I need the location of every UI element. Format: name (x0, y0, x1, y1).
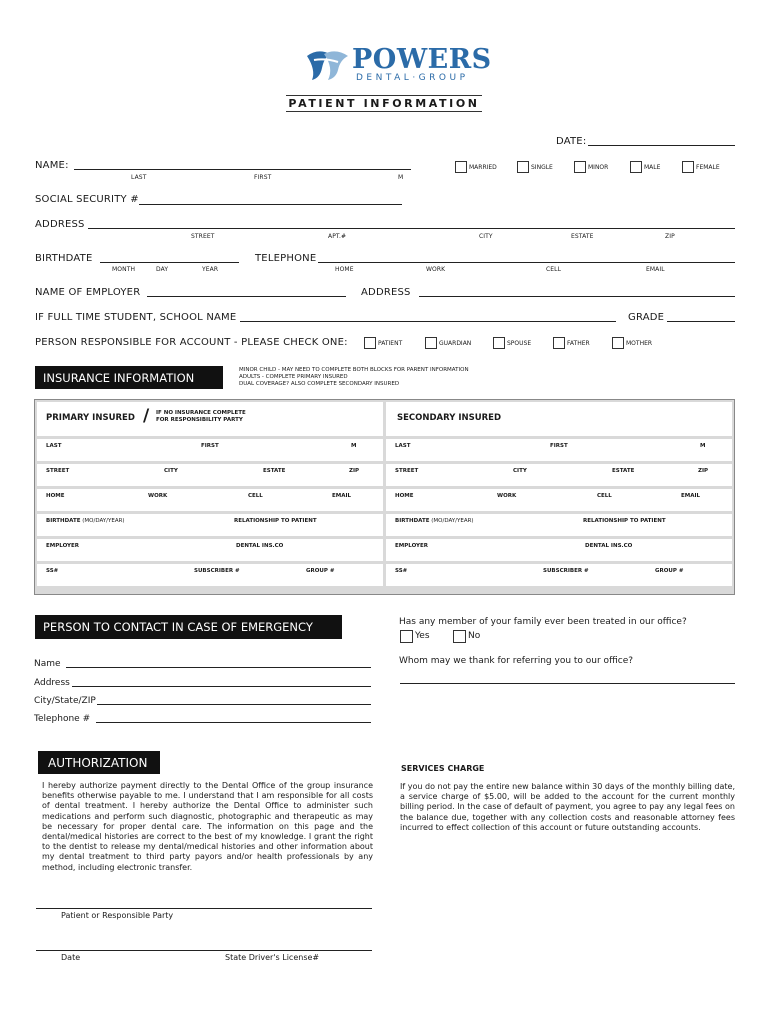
responsible-patient-checkbox[interactable] (364, 337, 376, 349)
primary-estate-label: ESTATE (263, 468, 286, 474)
primary-insured-title: PRIMARY INSURED (46, 413, 135, 423)
secondary-first-label: FIRST (550, 443, 568, 449)
date-field[interactable] (588, 145, 735, 146)
primary-m-label: M (351, 443, 357, 449)
telephone-field[interactable] (318, 262, 735, 263)
employer-address-label: ADDRESS (361, 287, 411, 298)
secondary-zip-label: ZIP (698, 468, 709, 474)
secondary-employer-row[interactable] (386, 539, 732, 561)
secondary-address-row[interactable] (386, 464, 732, 486)
secondary-dental-ins-label: DENTAL INS.CO (585, 543, 633, 549)
secondary-email-label: EMAIL (681, 493, 701, 499)
address-label: ADDRESS (35, 219, 85, 230)
family-no-checkbox[interactable] (453, 630, 466, 643)
services-header: SERVICES CHARGE (401, 764, 485, 773)
married-label: MARRIED (469, 164, 497, 171)
responsible-guardian-checkbox[interactable] (425, 337, 437, 349)
employer-address-field[interactable] (419, 296, 735, 297)
responsible-mother-label: MOTHER (626, 340, 653, 347)
secondary-ss-label: SS# (395, 568, 408, 574)
school-label: IF FULL TIME STUDENT, SCHOOL NAME (35, 312, 237, 323)
grade-label: GRADE (628, 312, 665, 323)
primary-subscriber-label: SUBSCRIBER # (194, 568, 240, 574)
school-field[interactable] (240, 321, 616, 322)
name-sub-first: FIRST (254, 174, 272, 181)
primary-city-label: CITY (164, 468, 178, 474)
responsible-mother-checkbox[interactable] (612, 337, 624, 349)
insurance-table (34, 399, 735, 595)
secondary-home-label: HOME (395, 493, 414, 499)
insurance-header: INSURANCE INFORMATION (35, 366, 223, 389)
name-sub-m: M (398, 174, 404, 181)
telephone-label: TELEPHONE (255, 253, 317, 264)
responsible-father-label: FATHER (567, 340, 590, 347)
name-label: NAME: (35, 160, 69, 171)
single-label: SINGLE (531, 164, 553, 171)
primary-dental-ins-label: DENTAL INS.CO (236, 543, 284, 549)
emergency-name-field[interactable] (66, 667, 371, 668)
secondary-m-label: M (700, 443, 706, 449)
secondary-birthdate-label: BIRTHDATE (MO/DAY/YEAR) (395, 518, 474, 524)
logo (304, 44, 492, 86)
emergency-city-field[interactable] (97, 704, 371, 705)
ssn-label: SOCIAL SECURITY # (35, 194, 139, 205)
name-field[interactable] (74, 169, 411, 170)
family-question: Has any member of your family ever been treated in our office? (399, 617, 687, 627)
services-text: If you do not pay the entire new balance within 30 days of the monthly billing date, a service charge of $5.00, will be added to the account for the current monthly billing period. In the case of default of payment, you agree to pay any legal fees on the balance due, together with any collection costs and reasonable attorney fees incurred to effect collection of this account or future outstanding accounts. (400, 782, 735, 832)
no-insurance-note-1: IF NO INSURANCE COMPLETE (156, 410, 246, 416)
primary-group-label: GROUP # (306, 568, 335, 574)
insurance-note-3: DUAL COVERAGE? ALSO COMPLETE SECONDARY INSURED (239, 381, 400, 387)
male-checkbox[interactable] (630, 161, 642, 173)
primary-birthdate-label: BIRTHDATE (MO/DAY/YEAR) (46, 518, 125, 524)
minor-label: MINOR (588, 164, 609, 171)
primary-street-label: STREET (46, 468, 70, 474)
secondary-relationship-label: RELATIONSHIP TO PATIENT (583, 518, 666, 524)
emergency-address-field[interactable] (72, 686, 371, 687)
grade-field[interactable] (667, 321, 735, 322)
primary-address-row[interactable] (37, 464, 383, 486)
signature-date-label: Date (61, 953, 81, 962)
no-insurance-note-2: FOR RESPONSIBILITY PARTY (156, 417, 243, 423)
brand-name: POWERS (352, 44, 492, 75)
birthdate-label: BIRTHDATE (35, 253, 93, 264)
responsible-father-checkbox[interactable] (553, 337, 565, 349)
female-checkbox[interactable] (682, 161, 694, 173)
birthdate-sub-year: YEAR (202, 266, 219, 273)
address-sub-zip: ZIP (665, 233, 675, 240)
responsible-patient-label: PATIENT (378, 340, 403, 347)
name-sub-last: LAST (131, 174, 147, 181)
secondary-cell-label: CELL (597, 493, 612, 499)
employer-field[interactable] (147, 296, 346, 297)
secondary-city-label: CITY (513, 468, 527, 474)
responsible-guardian-label: GUARDIAN (439, 340, 472, 347)
emergency-name-label: Name (34, 659, 61, 669)
authorization-text: I hereby authorize payment directly to the Dental Office of the group insurance benefits otherwise payable to me. I understand that I am responsible for all costs of dental treatment. I hereby authorize the Dental Office to administer such medications and perform such diagnostic, photographic and therapeutic as may be necessary for proper dental care. The information on this page and the dental/medical histories are correct to the best of my knowledge. I grant the right to the dentist to release my dental/medical histories and other information about my dental treatment to third party payors and/or health professionals by any method, including electronic transfer. (42, 781, 373, 872)
family-yes-label: Yes (415, 631, 430, 641)
secondary-employer-label: EMPLOYER (395, 543, 429, 549)
license-label: State Driver's License# (225, 953, 320, 962)
address-sub-city: CITY (479, 233, 493, 240)
telephone-sub-work: WORK (426, 266, 446, 273)
signature-field[interactable] (36, 908, 372, 909)
address-sub-apt: APT.# (328, 233, 347, 240)
employer-label: NAME OF EMPLOYER (35, 287, 141, 298)
family-yes-checkbox[interactable] (400, 630, 413, 643)
emergency-telephone-field[interactable] (96, 722, 371, 723)
responsible-spouse-checkbox[interactable] (493, 337, 505, 349)
responsible-label: PERSON RESPONSIBLE FOR ACCOUNT - PLEASE CHECK ONE: (35, 337, 348, 348)
single-checkbox[interactable] (517, 161, 529, 173)
responsible-spouse-label: SPOUSE (507, 340, 532, 347)
ssn-field[interactable] (139, 204, 402, 205)
brand-subtitle: DENTAL·GROUP (356, 73, 469, 83)
emergency-city-label: City/State/ZIP (34, 696, 96, 706)
address-field[interactable] (88, 228, 735, 229)
female-label: FEMALE (696, 164, 720, 171)
primary-home-label: HOME (46, 493, 65, 499)
telephone-sub-home: HOME (335, 266, 354, 273)
secondary-group-label: GROUP # (655, 568, 684, 574)
primary-relationship-label: RELATIONSHIP TO PATIENT (234, 518, 317, 524)
referral-field[interactable] (400, 683, 735, 684)
secondary-last-label: LAST (395, 443, 411, 449)
secondary-estate-label: ESTATE (612, 468, 635, 474)
primary-work-label: WORK (148, 493, 168, 499)
emergency-telephone-label: Telephone # (34, 714, 91, 724)
secondary-subscriber-label: SUBSCRIBER # (543, 568, 589, 574)
primary-first-label: FIRST (201, 443, 219, 449)
primary-last-label: LAST (46, 443, 62, 449)
birthdate-sub-month: MONTH (112, 266, 136, 273)
address-sub-street: STREET (191, 233, 215, 240)
secondary-work-label: WORK (497, 493, 517, 499)
birthdate-sub-day: DAY (156, 266, 169, 273)
date-label: DATE: (556, 136, 587, 147)
primary-employer-label: EMPLOYER (46, 543, 80, 549)
signature-label: Patient or Responsible Party (61, 911, 174, 920)
family-no-label: No (468, 631, 481, 641)
primary-cell-label: CELL (248, 493, 263, 499)
authorization-header: AUTHORIZATION (38, 751, 160, 774)
emergency-address-label: Address (34, 678, 70, 688)
primary-employer-row[interactable] (37, 539, 383, 561)
form-title: PATIENT INFORMATION (288, 97, 480, 110)
telephone-sub-cell: CELL (546, 266, 562, 273)
address-sub-estate: ESTATE (571, 233, 594, 240)
telephone-sub-email: EMAIL (646, 266, 665, 273)
minor-checkbox[interactable] (574, 161, 586, 173)
referral-question: Whom may we thank for referring you to our office? (399, 656, 634, 666)
primary-insured-slash: / (143, 406, 150, 426)
married-checkbox[interactable] (455, 161, 467, 173)
logo-mark-icon (304, 48, 350, 84)
secondary-street-label: STREET (395, 468, 419, 474)
male-label: MALE (644, 164, 661, 171)
emergency-header: PERSON TO CONTACT IN CASE OF EMERGENCY (35, 615, 342, 639)
birthdate-field[interactable] (100, 262, 239, 263)
primary-zip-label: ZIP (349, 468, 360, 474)
primary-ss-label: SS# (46, 568, 59, 574)
date-license-field[interactable] (36, 950, 372, 951)
insurance-note-2: ADULTS - COMPLETE PRIMARY INSURED (239, 374, 348, 380)
secondary-insured-title: SECONDARY INSURED (397, 413, 502, 423)
insurance-note-1: MINOR CHILD - MAY NEED TO COMPLETE BOTH BLOCKS FOR PARENT INFORMATION (239, 367, 469, 373)
primary-email-label: EMAIL (332, 493, 352, 499)
